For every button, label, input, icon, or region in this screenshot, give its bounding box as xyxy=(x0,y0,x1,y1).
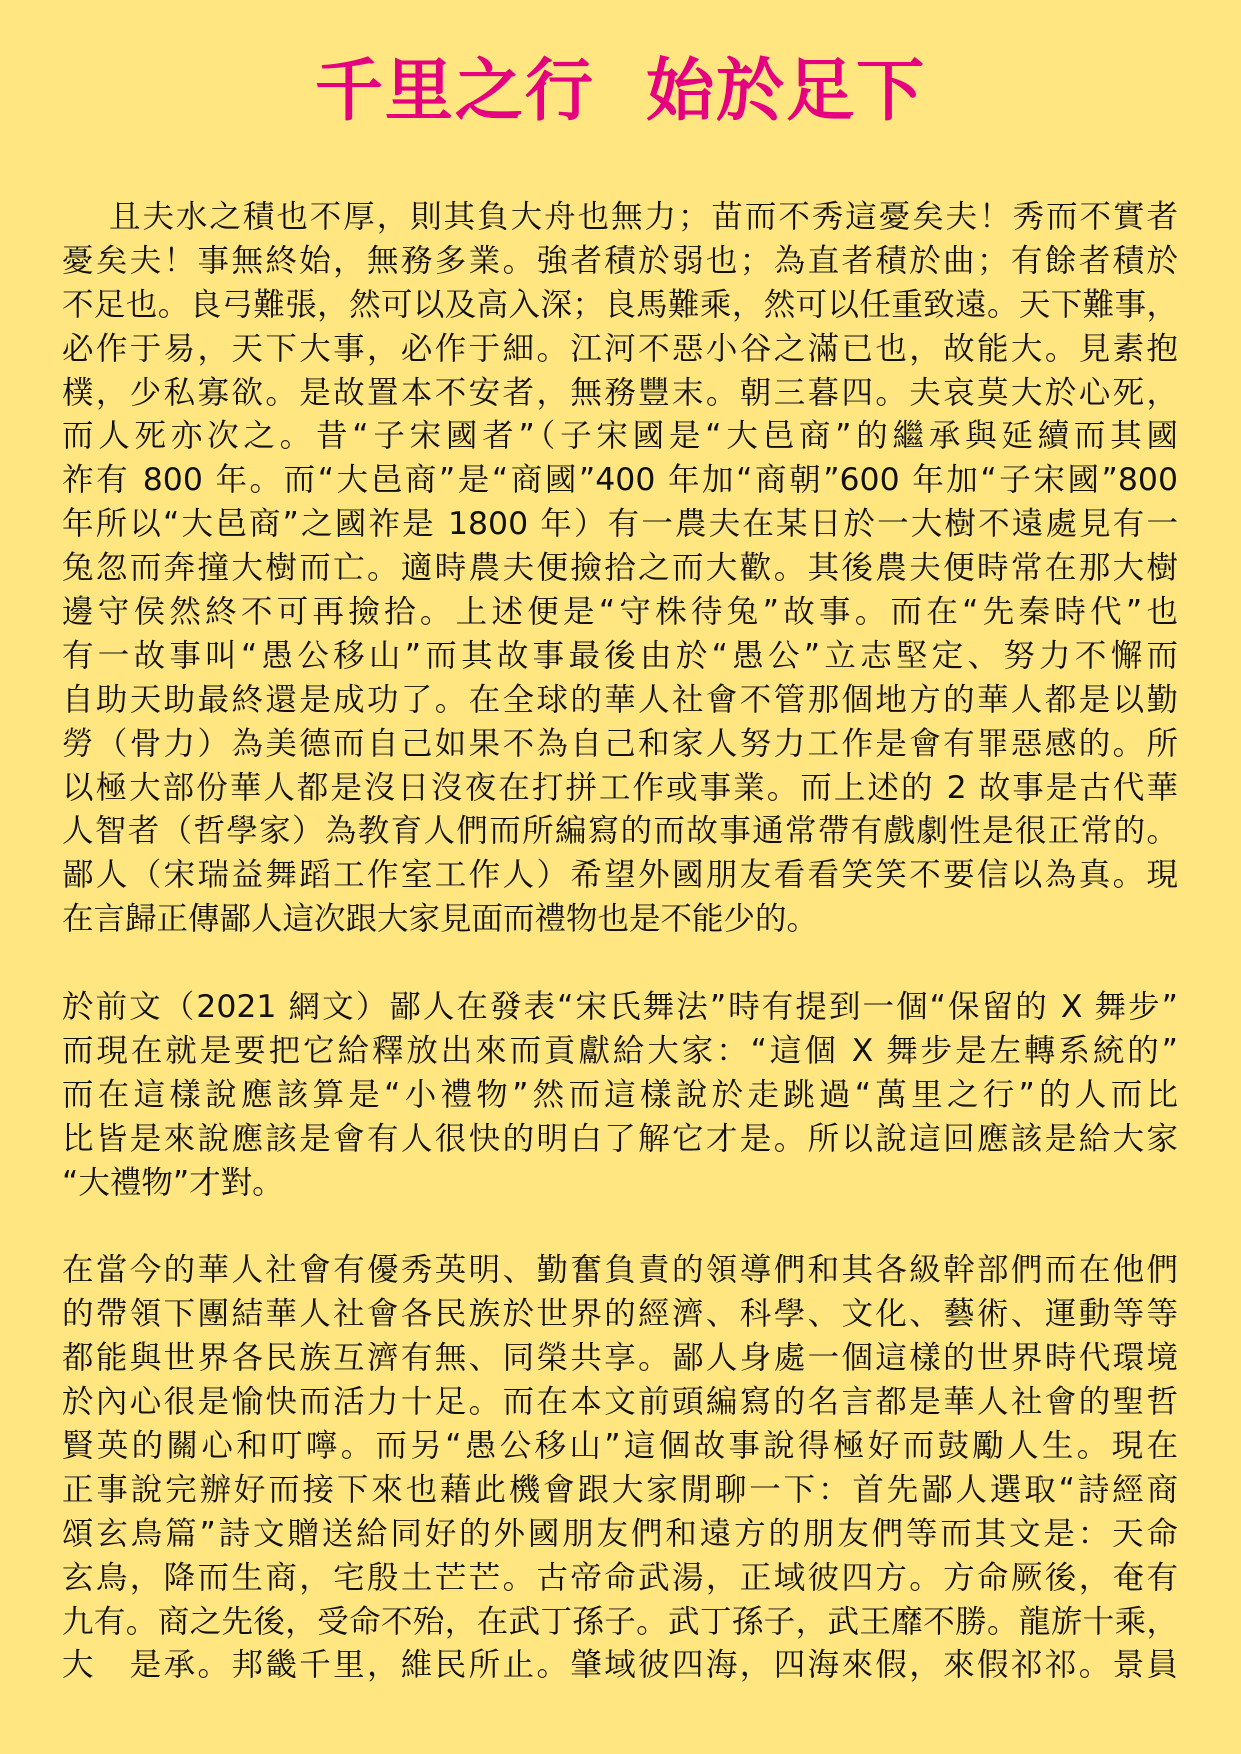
paragraph-1-line-14: 以極大部份華人都是沒日沒夜在打拼工作或事業。而上述的 2 故事是古代華 xyxy=(62,769,1178,806)
paragraph-3-line-10: 大 是承。邦畿千里，維民所止。肇域彼四海，四海來假，來假祁祁。景員 xyxy=(62,1647,1178,1684)
paragraph-2-line-1: 於前文（2021 網文）鄙人在發表“宋氏舞法”時有提到一個“保留的 X 舞步” xyxy=(62,989,1178,1026)
paragraph-1-line-16: 鄙人（宋瑞益舞蹈工作室工作人）希望外國朋友看看笑笑不要信以為真。現 xyxy=(62,857,1178,894)
paragraph-1-line-7: 祚有 800 年。而“大邑商”是“商國”400 年加“商朝”600 年加“子宋國”800 xyxy=(62,462,1178,499)
article-body xyxy=(62,196,1178,1688)
page-title: 千里之行 始於足下 xyxy=(314,52,927,131)
paragraph-1-line-3: 不足也。良弓難張，然可以及高入深；良馬難乘，然可以任重致遠。天下難事， xyxy=(62,286,1178,323)
paragraph-1-line-9: 兔忽而奔撞大樹而亡。適時農夫便撿拾之而大歡。其後農夫便時常在那大樹 xyxy=(62,550,1178,587)
paragraph-3-line-9: 九有。商之先後，受命不殆，在武丁孫子。武丁孫子，武王靡不勝。龍旂十乘， xyxy=(62,1603,1178,1640)
paragraph-2-line-2: 而現在就是要把它給釋放出來而貢獻給大家：“這個 X 舞步是左轉系統的” xyxy=(62,1032,1178,1069)
paragraph-2 xyxy=(62,986,1178,1205)
paragraph-2-line-3: 而在這樣說應該算是“小禮物”然而這樣說於走跳過“萬里之行”的人而比 xyxy=(62,1076,1178,1113)
paragraph-1-line-1: 且夫水之積也不厚，則其負大舟也無力；苗而不秀這憂矣夫！秀而不實者 xyxy=(109,199,1178,235)
paragraph-3-line-5: 賢英的關心和叮嚀。而另“愚公移山”這個故事說得極好而鼓勵人生。現在 xyxy=(62,1427,1178,1464)
paragraph-1-line-5: 樸，少私寡欲。是故置本不安者，無務豐末。朝三暮四。夫哀莫大於心死， xyxy=(62,374,1178,411)
paragraph-1-line-6: 而人死亦次之。昔“子宋國者”（子宋國是“大邑商”的繼承與延續而其國 xyxy=(62,418,1178,455)
paragraph-1-line-4: 必作于易，天下大事，必作于細。江河不惡小谷之滿已也，故能大。見素抱 xyxy=(62,330,1178,367)
paragraph-1-line-11: 有一故事叫“愚公移山”而其故事最後由於“愚公”立志堅定、努力不懈而 xyxy=(62,637,1178,674)
paragraph-1-line-12: 自助天助最終還是成功了。在全球的華人社會不管那個地方的華人都是以勤 xyxy=(62,681,1178,718)
paragraph-2-line-4: 比皆是來說應該是會有人很快的明白了解它才是。所以說這回應該是給大家 xyxy=(62,1120,1178,1157)
paragraph-1-line-15: 人智者（哲學家）為教育人們而所編寫的而故事通常帶有戲劇性是很正常的。 xyxy=(62,813,1178,850)
paragraph-1-line-2: 憂矣夫！事無終始，無務多業。強者積於弱也；為直者積於曲；有餘者積於 xyxy=(62,242,1178,279)
paragraph-1-line-10: 邊守侯然終不可再撿拾。上述便是“守株待兔”故事。而在“先秦時代”也 xyxy=(62,594,1178,631)
paragraph-3-line-3: 都能與世界各民族互濟有無、同榮共享。鄙人身處一個這樣的世界時代環境 xyxy=(62,1340,1178,1377)
paragraph-1-line-17: 在言歸正傳鄙人這次跟大家見面而禮物也是不能少的。 xyxy=(62,901,819,938)
paragraph-3-line-1: 在當今的華人社會有優秀英明、勤奮負責的領導們和其各級幹部們而在他們 xyxy=(62,1252,1178,1289)
paragraph-1 xyxy=(62,196,1178,942)
paragraph-3-line-4: 於內心很是愉快而活力十足。而在本文前頭編寫的名言都是華人社會的聖哲 xyxy=(62,1384,1178,1421)
paragraph-3-line-7: 頌玄鳥篇”詩文贈送給同好的外國朋友們和遠方的朋友們等而其文是：天命 xyxy=(62,1515,1178,1552)
paragraph-3-line-6: 正事說完辦好而接下來也藉此機會跟大家閒聊一下：首先鄙人選取“詩經商 xyxy=(62,1471,1178,1508)
paragraph-1-line-13: 勞（骨力）為美德而自己如果不為自己和家人努力工作是會有罪惡感的。所 xyxy=(62,725,1178,762)
paragraph-3 xyxy=(62,1249,1178,1688)
paragraph-3-line-2: 的帶領下團結華人社會各民族於世界的經濟、科學、文化、藝術、運動等等 xyxy=(62,1296,1178,1333)
paragraph-1-line-8: 年所以“大邑商”之國祚是 1800 年）有一農夫在某日於一大樹不遠處見有一 xyxy=(62,506,1178,543)
paragraph-2-line-5: “大禮物”才對。 xyxy=(62,1164,284,1201)
paragraph-3-line-8: 玄鳥，降而生商，宅殷土芒芒。古帝命武湯，正域彼四方。方命厥後，奄有 xyxy=(62,1559,1178,1596)
